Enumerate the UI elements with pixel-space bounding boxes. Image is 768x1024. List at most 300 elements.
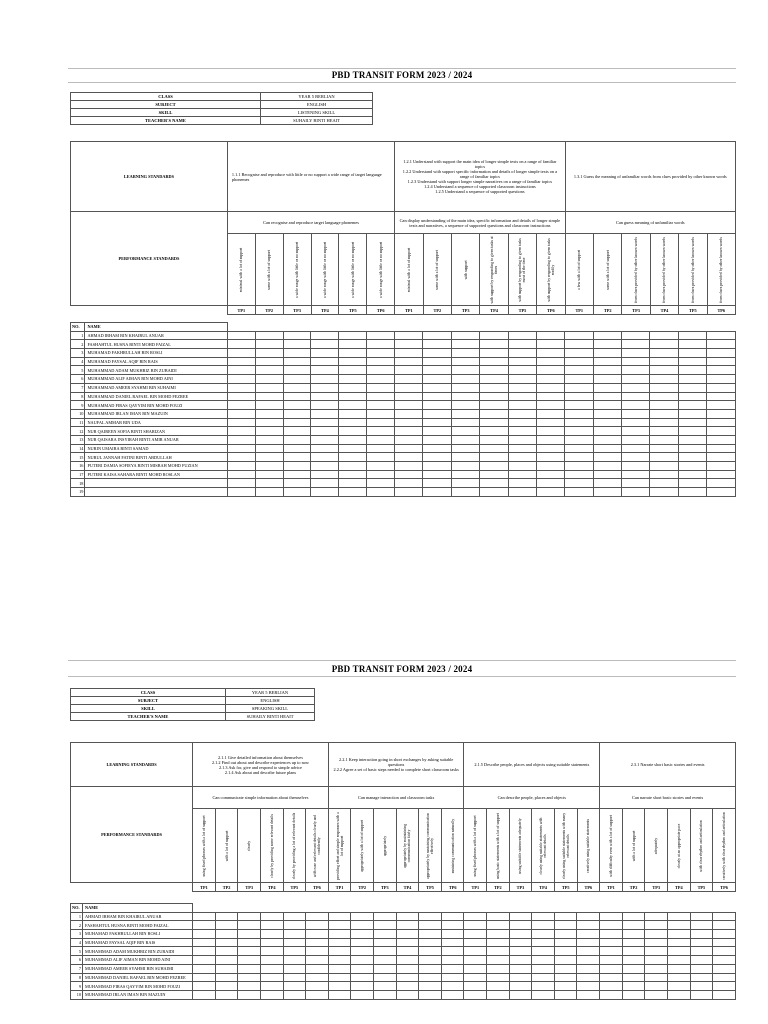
score-cell[interactable] bbox=[419, 930, 442, 939]
score-cell[interactable] bbox=[593, 418, 621, 427]
score-cell[interactable] bbox=[713, 912, 736, 921]
score-cell[interactable] bbox=[193, 964, 216, 973]
score-cell[interactable] bbox=[451, 401, 479, 410]
score-cell[interactable] bbox=[622, 938, 645, 947]
score-cell[interactable] bbox=[283, 349, 311, 358]
score-cell[interactable] bbox=[508, 401, 536, 410]
score-cell[interactable] bbox=[645, 947, 668, 956]
score-cell[interactable] bbox=[508, 427, 536, 436]
score-cell[interactable] bbox=[487, 921, 510, 930]
score-cell[interactable] bbox=[622, 973, 645, 982]
score-cell[interactable] bbox=[193, 947, 216, 956]
score-cell[interactable] bbox=[373, 938, 396, 947]
score-cell[interactable] bbox=[577, 938, 600, 947]
score-cell[interactable] bbox=[193, 956, 216, 965]
score-cell[interactable] bbox=[600, 982, 623, 991]
score-cell[interactable] bbox=[367, 488, 395, 497]
score-cell[interactable] bbox=[339, 392, 367, 401]
score-cell[interactable] bbox=[441, 982, 464, 991]
score-cell[interactable] bbox=[255, 366, 283, 375]
score-cell[interactable] bbox=[311, 453, 339, 462]
score-cell[interactable] bbox=[690, 930, 713, 939]
score-cell[interactable] bbox=[509, 990, 532, 999]
score-cell[interactable] bbox=[367, 357, 395, 366]
score-cell[interactable] bbox=[593, 357, 621, 366]
score-cell[interactable] bbox=[395, 488, 423, 497]
score-cell[interactable] bbox=[396, 956, 419, 965]
score-cell[interactable] bbox=[260, 956, 283, 965]
score-cell[interactable] bbox=[577, 921, 600, 930]
score-cell[interactable] bbox=[373, 921, 396, 930]
score-cell[interactable] bbox=[565, 357, 593, 366]
score-cell[interactable] bbox=[536, 340, 564, 349]
score-cell[interactable] bbox=[678, 435, 706, 444]
score-cell[interactable] bbox=[678, 418, 706, 427]
score-cell[interactable] bbox=[283, 444, 311, 453]
score-cell[interactable] bbox=[509, 938, 532, 947]
score-cell[interactable] bbox=[577, 930, 600, 939]
score-cell[interactable] bbox=[193, 973, 216, 982]
score-cell[interactable] bbox=[255, 418, 283, 427]
score-cell[interactable] bbox=[283, 366, 311, 375]
score-cell[interactable] bbox=[565, 488, 593, 497]
score-cell[interactable] bbox=[260, 921, 283, 930]
score-cell[interactable] bbox=[678, 357, 706, 366]
score-cell[interactable] bbox=[678, 453, 706, 462]
score-cell[interactable] bbox=[487, 947, 510, 956]
score-cell[interactable] bbox=[451, 418, 479, 427]
score-cell[interactable] bbox=[650, 427, 678, 436]
score-cell[interactable] bbox=[215, 956, 238, 965]
score-cell[interactable] bbox=[227, 435, 255, 444]
score-cell[interactable] bbox=[255, 340, 283, 349]
score-cell[interactable] bbox=[577, 964, 600, 973]
score-cell[interactable] bbox=[396, 964, 419, 973]
score-cell[interactable] bbox=[339, 401, 367, 410]
score-cell[interactable] bbox=[451, 462, 479, 471]
score-cell[interactable] bbox=[215, 912, 238, 921]
score-cell[interactable] bbox=[577, 947, 600, 956]
score-cell[interactable] bbox=[593, 488, 621, 497]
score-cell[interactable] bbox=[255, 488, 283, 497]
score-cell[interactable] bbox=[339, 357, 367, 366]
score-cell[interactable] bbox=[565, 383, 593, 392]
score-cell[interactable] bbox=[396, 947, 419, 956]
score-cell[interactable] bbox=[283, 912, 306, 921]
score-cell[interactable] bbox=[306, 964, 329, 973]
score-cell[interactable] bbox=[600, 956, 623, 965]
score-cell[interactable] bbox=[678, 366, 706, 375]
score-cell[interactable] bbox=[423, 375, 451, 384]
score-cell[interactable] bbox=[255, 409, 283, 418]
score-cell[interactable] bbox=[622, 444, 650, 453]
score-cell[interactable] bbox=[508, 383, 536, 392]
score-cell[interactable] bbox=[487, 930, 510, 939]
score-cell[interactable] bbox=[395, 479, 423, 488]
score-cell[interactable] bbox=[451, 453, 479, 462]
score-cell[interactable] bbox=[536, 357, 564, 366]
score-cell[interactable] bbox=[622, 331, 650, 340]
score-cell[interactable] bbox=[532, 912, 555, 921]
score-cell[interactable] bbox=[367, 462, 395, 471]
score-cell[interactable] bbox=[536, 470, 564, 479]
score-cell[interactable] bbox=[451, 331, 479, 340]
score-cell[interactable] bbox=[451, 470, 479, 479]
score-cell[interactable] bbox=[255, 453, 283, 462]
score-cell[interactable] bbox=[328, 938, 351, 947]
score-cell[interactable] bbox=[508, 435, 536, 444]
score-cell[interactable] bbox=[306, 990, 329, 999]
score-cell[interactable] bbox=[480, 340, 508, 349]
score-cell[interactable] bbox=[577, 912, 600, 921]
score-cell[interactable] bbox=[593, 383, 621, 392]
score-cell[interactable] bbox=[622, 383, 650, 392]
score-cell[interactable] bbox=[367, 392, 395, 401]
score-cell[interactable] bbox=[227, 462, 255, 471]
score-cell[interactable] bbox=[396, 921, 419, 930]
score-cell[interactable] bbox=[536, 444, 564, 453]
score-cell[interactable] bbox=[678, 401, 706, 410]
score-cell[interactable] bbox=[650, 444, 678, 453]
score-cell[interactable] bbox=[600, 964, 623, 973]
score-cell[interactable] bbox=[565, 444, 593, 453]
score-cell[interactable] bbox=[227, 357, 255, 366]
score-cell[interactable] bbox=[622, 366, 650, 375]
score-cell[interactable] bbox=[650, 375, 678, 384]
score-cell[interactable] bbox=[395, 392, 423, 401]
score-cell[interactable] bbox=[193, 912, 216, 921]
score-cell[interactable] bbox=[255, 383, 283, 392]
score-cell[interactable] bbox=[690, 938, 713, 947]
score-cell[interactable] bbox=[593, 331, 621, 340]
score-cell[interactable] bbox=[395, 435, 423, 444]
score-cell[interactable] bbox=[593, 462, 621, 471]
score-cell[interactable] bbox=[577, 982, 600, 991]
score-cell[interactable] bbox=[487, 938, 510, 947]
score-cell[interactable] bbox=[487, 990, 510, 999]
score-cell[interactable] bbox=[707, 401, 736, 410]
score-cell[interactable] bbox=[339, 349, 367, 358]
score-cell[interactable] bbox=[464, 956, 487, 965]
score-cell[interactable] bbox=[508, 349, 536, 358]
score-cell[interactable] bbox=[707, 349, 736, 358]
score-cell[interactable] bbox=[395, 427, 423, 436]
score-cell[interactable] bbox=[215, 938, 238, 947]
score-cell[interactable] bbox=[713, 921, 736, 930]
score-cell[interactable] bbox=[667, 938, 690, 947]
score-cell[interactable] bbox=[480, 479, 508, 488]
score-cell[interactable] bbox=[536, 409, 564, 418]
score-cell[interactable] bbox=[367, 331, 395, 340]
score-cell[interactable] bbox=[667, 964, 690, 973]
score-cell[interactable] bbox=[311, 409, 339, 418]
score-cell[interactable] bbox=[423, 340, 451, 349]
score-cell[interactable] bbox=[423, 409, 451, 418]
score-cell[interactable] bbox=[622, 982, 645, 991]
score-cell[interactable] bbox=[690, 990, 713, 999]
score-cell[interactable] bbox=[255, 392, 283, 401]
score-cell[interactable] bbox=[351, 947, 374, 956]
score-cell[interactable] bbox=[283, 470, 311, 479]
score-cell[interactable] bbox=[423, 444, 451, 453]
score-cell[interactable] bbox=[707, 418, 736, 427]
score-cell[interactable] bbox=[351, 973, 374, 982]
score-cell[interactable] bbox=[441, 930, 464, 939]
score-cell[interactable] bbox=[238, 964, 261, 973]
score-cell[interactable] bbox=[536, 392, 564, 401]
score-cell[interactable] bbox=[283, 418, 311, 427]
score-cell[interactable] bbox=[565, 401, 593, 410]
score-cell[interactable] bbox=[532, 947, 555, 956]
score-cell[interactable] bbox=[423, 418, 451, 427]
score-cell[interactable] bbox=[283, 938, 306, 947]
score-cell[interactable] bbox=[441, 964, 464, 973]
score-cell[interactable] bbox=[508, 488, 536, 497]
score-cell[interactable] bbox=[707, 409, 736, 418]
score-cell[interactable] bbox=[622, 349, 650, 358]
score-cell[interactable] bbox=[713, 990, 736, 999]
score-cell[interactable] bbox=[650, 470, 678, 479]
score-cell[interactable] bbox=[311, 427, 339, 436]
score-cell[interactable] bbox=[395, 340, 423, 349]
score-cell[interactable] bbox=[395, 418, 423, 427]
score-cell[interactable] bbox=[283, 340, 311, 349]
score-cell[interactable] bbox=[367, 366, 395, 375]
score-cell[interactable] bbox=[367, 479, 395, 488]
score-cell[interactable] bbox=[707, 375, 736, 384]
score-cell[interactable] bbox=[690, 982, 713, 991]
score-cell[interactable] bbox=[508, 470, 536, 479]
score-cell[interactable] bbox=[536, 383, 564, 392]
score-cell[interactable] bbox=[707, 366, 736, 375]
score-cell[interactable] bbox=[260, 912, 283, 921]
score-cell[interactable] bbox=[255, 375, 283, 384]
score-cell[interactable] bbox=[622, 340, 650, 349]
score-cell[interactable] bbox=[311, 488, 339, 497]
score-cell[interactable] bbox=[554, 964, 577, 973]
score-cell[interactable] bbox=[487, 964, 510, 973]
score-cell[interactable] bbox=[565, 462, 593, 471]
score-cell[interactable] bbox=[650, 357, 678, 366]
score-cell[interactable] bbox=[423, 357, 451, 366]
score-cell[interactable] bbox=[532, 921, 555, 930]
score-cell[interactable] bbox=[487, 956, 510, 965]
score-cell[interactable] bbox=[227, 444, 255, 453]
score-cell[interactable] bbox=[306, 912, 329, 921]
score-cell[interactable] bbox=[238, 973, 261, 982]
score-cell[interactable] bbox=[255, 349, 283, 358]
score-cell[interactable] bbox=[255, 470, 283, 479]
score-cell[interactable] bbox=[645, 964, 668, 973]
score-cell[interactable] bbox=[508, 479, 536, 488]
score-cell[interactable] bbox=[423, 349, 451, 358]
score-cell[interactable] bbox=[707, 331, 736, 340]
score-cell[interactable] bbox=[480, 409, 508, 418]
score-cell[interactable] bbox=[565, 340, 593, 349]
score-cell[interactable] bbox=[339, 331, 367, 340]
score-cell[interactable] bbox=[395, 349, 423, 358]
score-cell[interactable] bbox=[690, 973, 713, 982]
score-cell[interactable] bbox=[480, 418, 508, 427]
score-cell[interactable] bbox=[667, 921, 690, 930]
score-cell[interactable] bbox=[395, 383, 423, 392]
score-cell[interactable] bbox=[255, 435, 283, 444]
score-cell[interactable] bbox=[395, 331, 423, 340]
score-cell[interactable] bbox=[451, 375, 479, 384]
score-cell[interactable] bbox=[367, 418, 395, 427]
score-cell[interactable] bbox=[311, 383, 339, 392]
score-cell[interactable] bbox=[283, 462, 311, 471]
score-cell[interactable] bbox=[554, 921, 577, 930]
score-cell[interactable] bbox=[283, 973, 306, 982]
score-cell[interactable] bbox=[451, 349, 479, 358]
score-cell[interactable] bbox=[532, 973, 555, 982]
score-cell[interactable] bbox=[480, 427, 508, 436]
score-cell[interactable] bbox=[690, 964, 713, 973]
score-cell[interactable] bbox=[690, 956, 713, 965]
score-cell[interactable] bbox=[193, 921, 216, 930]
score-cell[interactable] bbox=[565, 418, 593, 427]
score-cell[interactable] bbox=[707, 340, 736, 349]
score-cell[interactable] bbox=[554, 982, 577, 991]
score-cell[interactable] bbox=[667, 912, 690, 921]
score-cell[interactable] bbox=[577, 973, 600, 982]
score-cell[interactable] bbox=[451, 427, 479, 436]
score-cell[interactable] bbox=[577, 956, 600, 965]
score-cell[interactable] bbox=[600, 938, 623, 947]
score-cell[interactable] bbox=[283, 435, 311, 444]
score-cell[interactable] bbox=[283, 427, 311, 436]
score-cell[interactable] bbox=[565, 366, 593, 375]
score-cell[interactable] bbox=[283, 982, 306, 991]
score-cell[interactable] bbox=[622, 427, 650, 436]
score-cell[interactable] bbox=[650, 418, 678, 427]
score-cell[interactable] bbox=[480, 392, 508, 401]
score-cell[interactable] bbox=[554, 990, 577, 999]
score-cell[interactable] bbox=[622, 990, 645, 999]
score-cell[interactable] bbox=[509, 930, 532, 939]
score-cell[interactable] bbox=[441, 990, 464, 999]
score-cell[interactable] bbox=[423, 401, 451, 410]
score-cell[interactable] bbox=[339, 427, 367, 436]
score-cell[interactable] bbox=[593, 366, 621, 375]
score-cell[interactable] bbox=[260, 947, 283, 956]
score-cell[interactable] bbox=[554, 912, 577, 921]
score-cell[interactable] bbox=[339, 444, 367, 453]
score-cell[interactable] bbox=[423, 462, 451, 471]
score-cell[interactable] bbox=[451, 383, 479, 392]
score-cell[interactable] bbox=[283, 331, 311, 340]
score-cell[interactable] bbox=[367, 349, 395, 358]
score-cell[interactable] bbox=[645, 956, 668, 965]
score-cell[interactable] bbox=[536, 462, 564, 471]
score-cell[interactable] bbox=[215, 947, 238, 956]
score-cell[interactable] bbox=[306, 973, 329, 982]
score-cell[interactable] bbox=[396, 982, 419, 991]
score-cell[interactable] bbox=[480, 401, 508, 410]
score-cell[interactable] bbox=[215, 964, 238, 973]
score-cell[interactable] bbox=[283, 401, 311, 410]
score-cell[interactable] bbox=[487, 912, 510, 921]
score-cell[interactable] bbox=[283, 956, 306, 965]
score-cell[interactable] bbox=[441, 956, 464, 965]
score-cell[interactable] bbox=[707, 392, 736, 401]
score-cell[interactable] bbox=[255, 401, 283, 410]
score-cell[interactable] bbox=[423, 479, 451, 488]
score-cell[interactable] bbox=[713, 938, 736, 947]
score-cell[interactable] bbox=[193, 982, 216, 991]
score-cell[interactable] bbox=[464, 990, 487, 999]
score-cell[interactable] bbox=[600, 930, 623, 939]
score-cell[interactable] bbox=[283, 488, 311, 497]
score-cell[interactable] bbox=[311, 418, 339, 427]
score-cell[interactable] bbox=[678, 392, 706, 401]
score-cell[interactable] bbox=[339, 435, 367, 444]
score-cell[interactable] bbox=[339, 366, 367, 375]
score-cell[interactable] bbox=[593, 453, 621, 462]
score-cell[interactable] bbox=[367, 375, 395, 384]
score-cell[interactable] bbox=[373, 912, 396, 921]
score-cell[interactable] bbox=[480, 375, 508, 384]
score-cell[interactable] bbox=[423, 331, 451, 340]
score-cell[interactable] bbox=[600, 990, 623, 999]
score-cell[interactable] bbox=[260, 990, 283, 999]
score-cell[interactable] bbox=[193, 990, 216, 999]
score-cell[interactable] bbox=[395, 470, 423, 479]
score-cell[interactable] bbox=[464, 982, 487, 991]
score-cell[interactable] bbox=[311, 357, 339, 366]
score-cell[interactable] bbox=[328, 964, 351, 973]
score-cell[interactable] bbox=[678, 462, 706, 471]
score-cell[interactable] bbox=[451, 366, 479, 375]
score-cell[interactable] bbox=[367, 453, 395, 462]
score-cell[interactable] bbox=[351, 912, 374, 921]
score-cell[interactable] bbox=[423, 383, 451, 392]
score-cell[interactable] bbox=[480, 470, 508, 479]
score-cell[interactable] bbox=[451, 340, 479, 349]
score-cell[interactable] bbox=[423, 435, 451, 444]
score-cell[interactable] bbox=[396, 973, 419, 982]
score-cell[interactable] bbox=[532, 964, 555, 973]
score-cell[interactable] bbox=[283, 921, 306, 930]
score-cell[interactable] bbox=[227, 392, 255, 401]
score-cell[interactable] bbox=[509, 973, 532, 982]
score-cell[interactable] bbox=[565, 479, 593, 488]
score-cell[interactable] bbox=[339, 340, 367, 349]
score-cell[interactable] bbox=[536, 375, 564, 384]
score-cell[interactable] bbox=[532, 990, 555, 999]
score-cell[interactable] bbox=[306, 947, 329, 956]
score-cell[interactable] bbox=[678, 479, 706, 488]
score-cell[interactable] bbox=[713, 947, 736, 956]
score-cell[interactable] bbox=[227, 383, 255, 392]
score-cell[interactable] bbox=[419, 912, 442, 921]
score-cell[interactable] bbox=[395, 401, 423, 410]
score-cell[interactable] bbox=[351, 982, 374, 991]
score-cell[interactable] bbox=[509, 982, 532, 991]
score-cell[interactable] bbox=[678, 331, 706, 340]
score-cell[interactable] bbox=[419, 921, 442, 930]
score-cell[interactable] bbox=[480, 357, 508, 366]
score-cell[interactable] bbox=[707, 488, 736, 497]
score-cell[interactable] bbox=[260, 973, 283, 982]
score-cell[interactable] bbox=[311, 470, 339, 479]
score-cell[interactable] bbox=[667, 956, 690, 965]
score-cell[interactable] bbox=[650, 366, 678, 375]
score-cell[interactable] bbox=[227, 427, 255, 436]
score-cell[interactable] bbox=[395, 462, 423, 471]
score-cell[interactable] bbox=[480, 444, 508, 453]
